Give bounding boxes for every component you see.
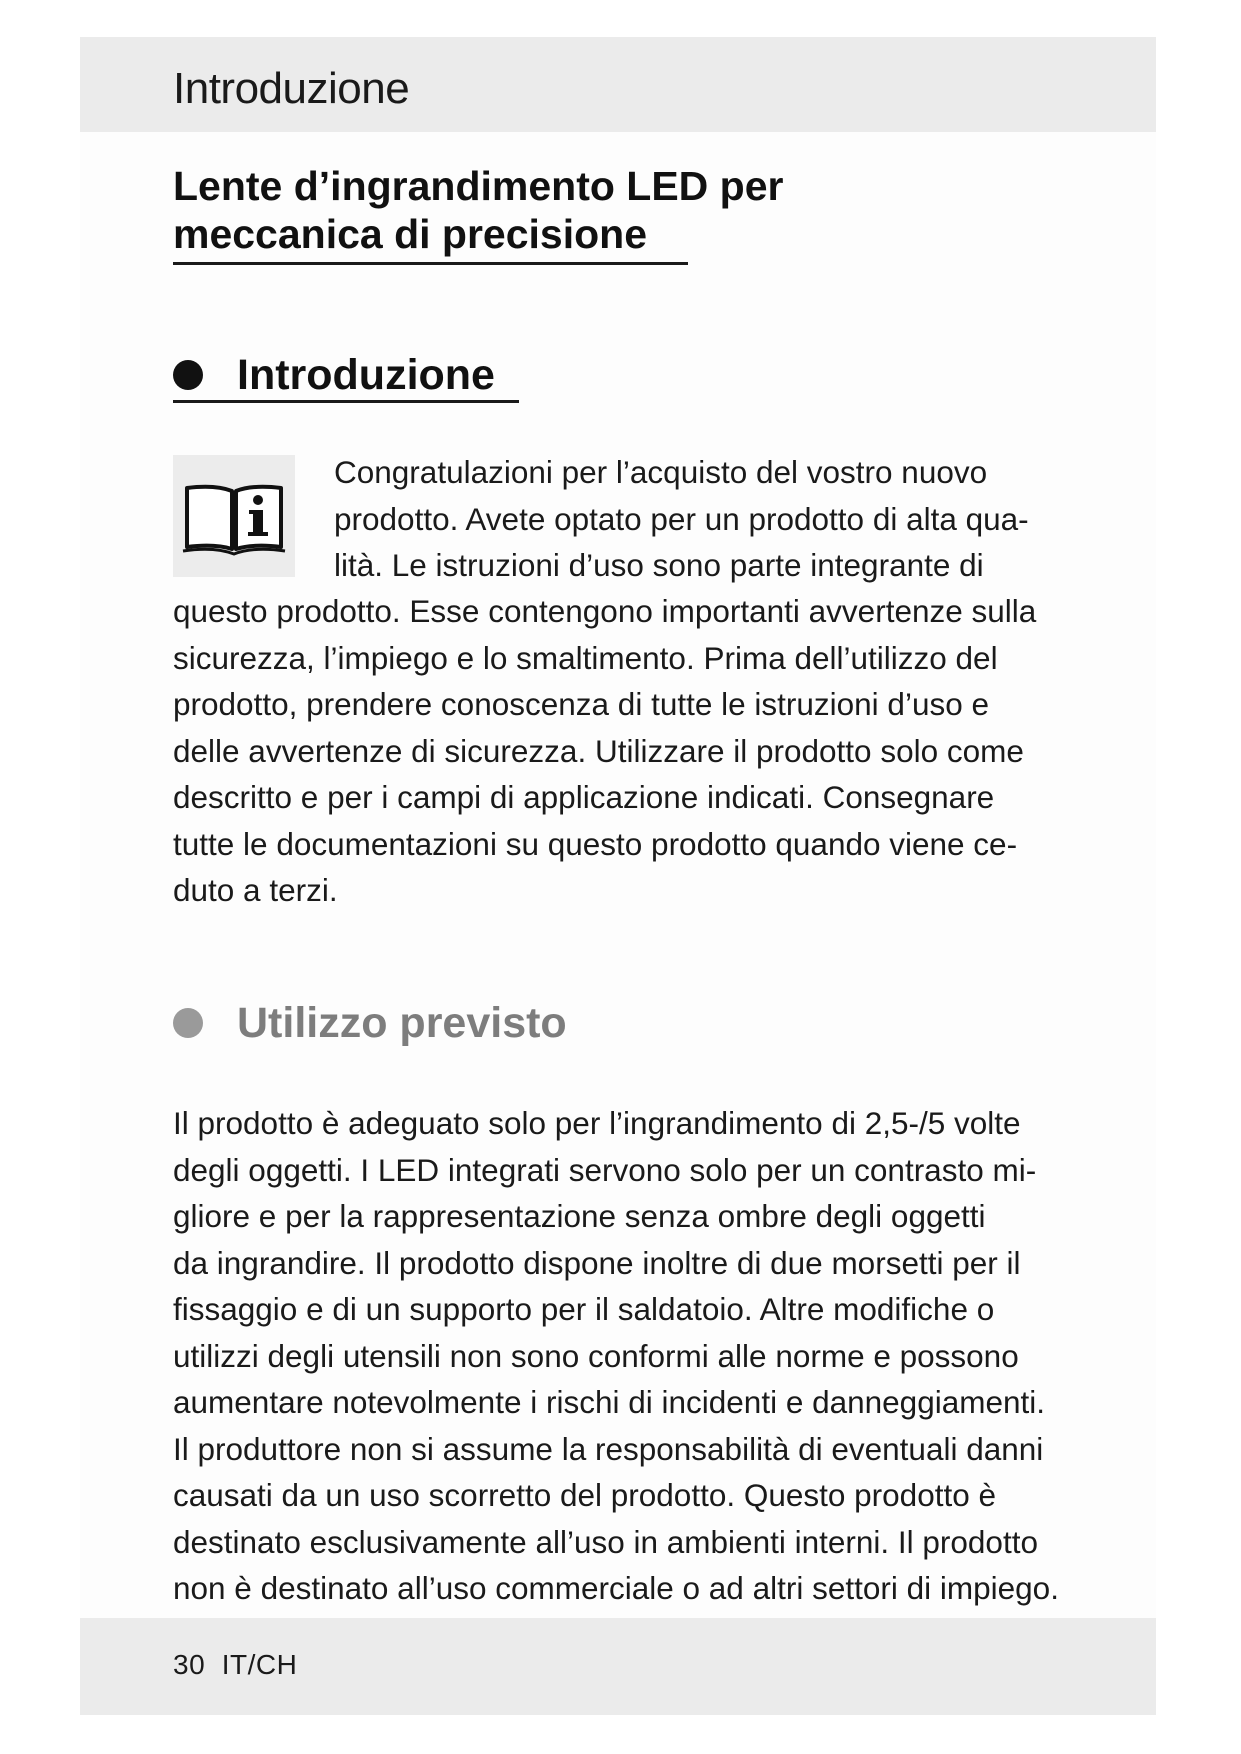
section-heading-label: Introduzione xyxy=(237,351,495,399)
text-line: degli oggetti. I LED integrati servono solo per un contrasto mi- xyxy=(173,1151,1037,1188)
section-heading-label: Utilizzo previsto xyxy=(237,999,567,1047)
section-heading-intended-use xyxy=(173,998,567,1048)
text-line: utilizzi degli utensili non sono conformi alle norme e possono xyxy=(173,1337,1019,1374)
text-line: questo prodotto. Esse contengono importanti avvertenze sulla xyxy=(173,593,1037,629)
bullet-icon xyxy=(173,360,203,390)
text-line: lità. Le istruzioni d’uso sono parte integrante di xyxy=(334,547,984,583)
page-number: 30 IT/CH xyxy=(173,1649,298,1680)
title-underline xyxy=(173,262,688,265)
intended-use-paragraph xyxy=(173,1100,1059,1612)
intro-paragraph xyxy=(173,588,1036,914)
text-line: Congratulazioni per l’acquisto del vostro nuovo xyxy=(334,454,988,490)
text-line: fissaggio e di un supporto per il saldatoio. Altre modifiche o xyxy=(173,1291,995,1327)
header-title: Introduzione xyxy=(173,64,410,113)
text-line: delle avvertenze di sicurezza. Utilizzare il prodotto solo come xyxy=(173,732,1024,769)
text-line: gliore e per la rappresentazione senza ombre degli oggetti xyxy=(173,1198,986,1234)
text-line: Il prodotto è adeguato solo per l’ingrandimento di 2,5-/5 volte xyxy=(173,1105,1021,1141)
document-title xyxy=(173,162,783,258)
text-line: sicurezza, l’impiego e lo smaltimento. Prima dell’utilizzo del xyxy=(173,639,998,676)
document-title-line: meccanica di precisione xyxy=(173,211,648,257)
text-line: prodotto, prendere conoscenza di tutte le istruzioni d’uso e xyxy=(173,686,990,722)
text-line: Il produttore non si assume la responsabilità di eventuali danni xyxy=(173,1430,1044,1467)
text-line: aumentare notevolmente i rischi di incidenti e danneggiamenti. xyxy=(173,1384,1046,1420)
document-title-line: Lente d’ingrandimento LED per xyxy=(173,163,784,209)
text-line: destinato esclusivamente all’uso in ambienti interni. Il prodotto xyxy=(173,1523,1038,1560)
section-heading-introduction xyxy=(173,350,495,400)
text-line: da ingrandire. Il prodotto dispone inoltre di due morsetti per il xyxy=(173,1244,1021,1281)
text-line: tutte le documentazioni su questo prodotto quando viene ce- xyxy=(173,825,1018,862)
text-line: causati da un uso scorretto del prodotto. Questo prodotto è xyxy=(173,1477,997,1513)
text-line: non è destinato all’uso commerciale o ad altri settori di impiego. xyxy=(173,1570,1059,1606)
bullet-icon xyxy=(173,1008,203,1038)
text-line: descritto e per i campi di applicazione indicati. Consegnare xyxy=(173,779,995,815)
intro-paragraph-wrapped xyxy=(334,449,1029,589)
text-line: prodotto. Avete optato per un prodotto di alta qua- xyxy=(334,500,1029,537)
section-underline xyxy=(173,400,519,403)
text-line: duto a terzi. xyxy=(173,872,338,908)
info-book-icon xyxy=(173,455,295,577)
